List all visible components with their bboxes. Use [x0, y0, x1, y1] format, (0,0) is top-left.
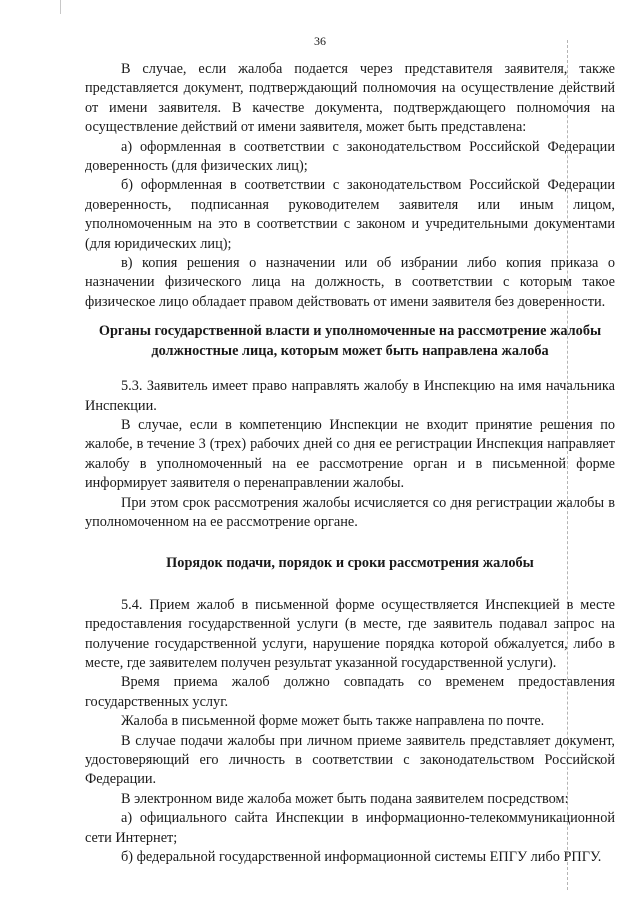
list-item-a: а) официального сайта Инспекции в информационно-телекоммуникационной сети Интернет;: [85, 810, 615, 846]
paragraph: 5.3. Заявитель имеет право направлять жалобу в Инспекцию на имя начальника Инспекции.: [85, 378, 615, 414]
paragraph: В электронном виде жалоба может быть подана заявителем посредством:: [121, 790, 569, 807]
document-body: [85, 60, 615, 867]
list-item-a: а) оформленная в соответствии с законодательством Российской Федерации доверенность (для физических лиц);: [85, 138, 615, 175]
paragraph: В случае, если в компетенцию Инспекции не входит принятие решения по жалобе, в течение 3 (трех) рабочих дней со дня ее регистрации Инспекция направляет жалобу в уполномоченный на ее рассмотрение орган и в письменной форме информирует заявителя о перенаправлении жалобы.: [85, 416, 615, 492]
list-item-c: в) копия решения о назначении или об избрании либо копия приказа о назначении физического лица на должность, в соответствии с которым такое физическое лицо обладает правом действовать от имени заявителя без доверенности.: [85, 255, 615, 310]
paragraph: 5.4. Прием жалоб в письменной форме осуществляется Инспекцией в месте предоставления государственной услуги (в месте, где заявитель подавал запрос на получение государственной услуги, нарушение порядка которой обжалуется, либо в месте, где заявителем получен результат указанной государственной услуги).: [85, 596, 615, 671]
section-heading: Органы государственной власти и уполномоченные на рассмотрение жалобы должностные лица, которым может быть направлена жалоба: [98, 323, 602, 359]
paragraph: Время приема жалоб должно совпадать со временем предоставления государственных услуг.: [85, 674, 615, 710]
paragraph: В случае подачи жалобы при личном приеме заявитель представляет документ, удостоверяющий его личность в соответствии с законодательством Российской Федерации.: [85, 732, 615, 788]
scan-edge-mark: [60, 0, 61, 14]
section-heading: Порядок подачи, порядок и сроки рассмотрения жалобы: [166, 555, 534, 572]
paragraph: При этом срок рассмотрения жалобы исчисляется со дня регистрации жалобы в уполномоченном на ее рассмотрение органе.: [85, 494, 615, 530]
paragraph: В случае, если жалоба подается через представителя заявителя, также представляется документ, подтверждающий полномочия на осуществление действий от имени заявителя. В качестве документа, подтверждающего полномочия на осуществление действий от имени заявителя, может быть представлена:: [85, 61, 615, 136]
page-number: 36: [314, 34, 326, 48]
paragraph: Жалоба в письменной форме может быть также направлена по почте.: [121, 713, 545, 730]
list-item-b: б) оформленная в соответствии с законодательством Российской Федерации доверенность, подписанная руководителем заявителя или иным лицом, уполномоченным на это в соответствии с законом и учредительными документами (для юридических лиц);: [85, 177, 615, 252]
list-item-b: б) федеральной государственной информационной системы ЕПГУ либо РПГУ.: [121, 849, 602, 866]
